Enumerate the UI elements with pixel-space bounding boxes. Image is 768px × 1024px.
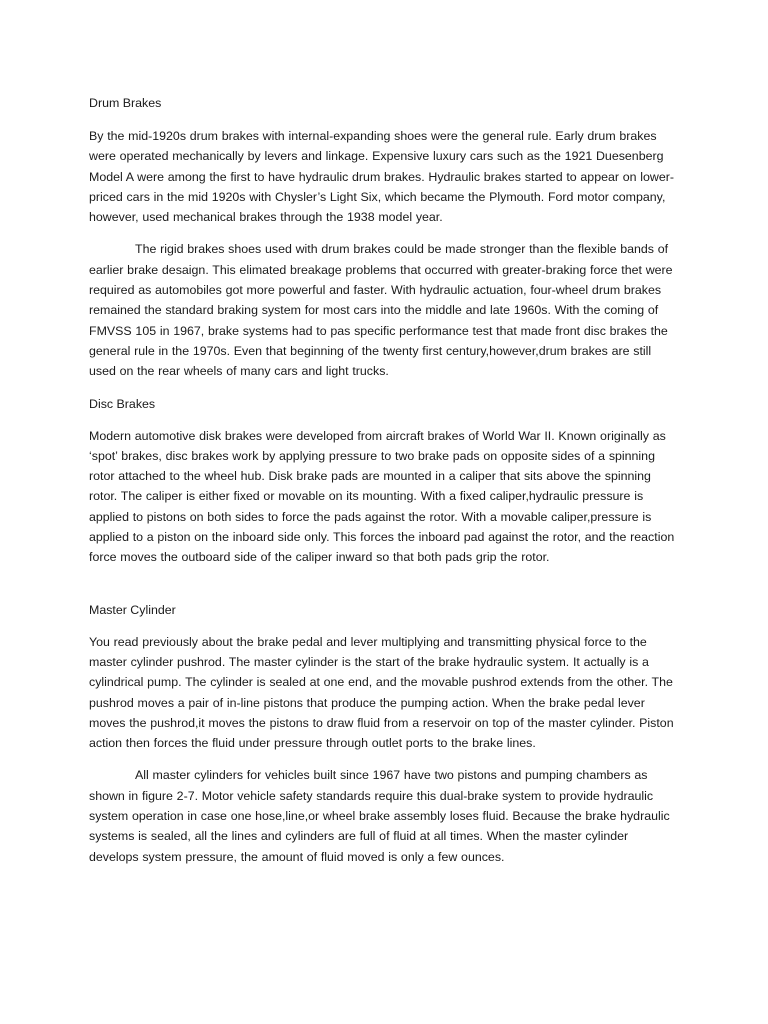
paragraph-drum-brakes-1: By the mid-1920s drum brakes with internal-expanding shoes were the general rule. Early drum brakes were operated mechanically by levers and linkage. Expensive luxury cars such as the 1921 Duesenberg Model A were among the first to have hydraulic drum brakes. Hydraulic brakes started to appear on lower-priced cars in the mid 1920s with Chysler’s Light Six, which became the Plymouth. Ford motor company, however, used mechanical brakes through the 1938 model year. (89, 129, 674, 225)
heading-disc-brakes: Disc Brakes (89, 396, 156, 411)
paragraph-disc-brakes-1: Modern automotive disk brakes were developed from aircraft brakes of World War II. Known originally as ‘spot’ brakes, disc brakes work by applying pressure to two brake pads on opposite sides of a spinning rotor attached to the wheel hub. Disk brake pads are mounted in a caliper that sits above the spinning rotor. The caliper is either fixed or movable on its mounting. With a fixed caliper,hydraulic pressure is applied to pistons on both sides to force the pads against the rotor. With a movable caliper,pressure is applied to a piston on the inboard side only. This forces the inboard pad against the rotor, and the reaction force moves the outboard side of the caliper inward so that both pads grip the rotor. (89, 428, 675, 565)
paragraph-drum-brakes-2: The rigid brakes shoes used with drum brakes could be made stronger than the flexible bands of earlier brake desaign. This elimated breakage problems that occurred with greater-braking force thet were required as automobiles got more powerful and faster. With hydraulic actuation, four-wheel drum brakes remained the standard braking system for most cars into the middle and late 1960s. With the coming of FMVSS 105 in 1967, brake systems had to pas specific performance test that made front disc brakes the general rule in the 1970s. Even that beginning of the twenty first century,however,drum brakes are still used on the rear wheels of many cars and light trucks. (89, 242, 673, 379)
paragraph-master-cylinder-1: You read previously about the brake pedal and lever multiplying and transmitting physical force to the master cylinder pushrod. The master cylinder is the start of the brake hydraulic system. It actually is a cylindrical pump. The cylinder is sealed at one end, and the movable pushrod extends from the other. The pushrod moves a pair of in-line pistons that produce the pumping action. When the brake pedal lever moves the pushrod,it moves the pistons to draw fluid from a reservoir on top of the master cylinder. Piston action then forces the fluid under pressure through outlet ports to the brake lines. (89, 634, 674, 751)
heading-drum-brakes: Drum Brakes (89, 96, 162, 110)
document-body (89, 93, 679, 867)
paragraph-master-cylinder-2: All master cylinders for vehicles built since 1967 have two pistons and pumping chambers as shown in figure 2-7. Motor vehicle safety standards require this dual-brake system to provide hydraulic system operation in case one hose,line,or wheel brake assembly loses fluid. Because the brake hydraulic systems is sealed, all the lines and cylinders are full of fluid at all times. When the master cylinder develops system pressure, the amount of fluid moved is only a few ounces. (89, 768, 670, 864)
heading-master-cylinder: Master Cylinder (89, 602, 176, 617)
